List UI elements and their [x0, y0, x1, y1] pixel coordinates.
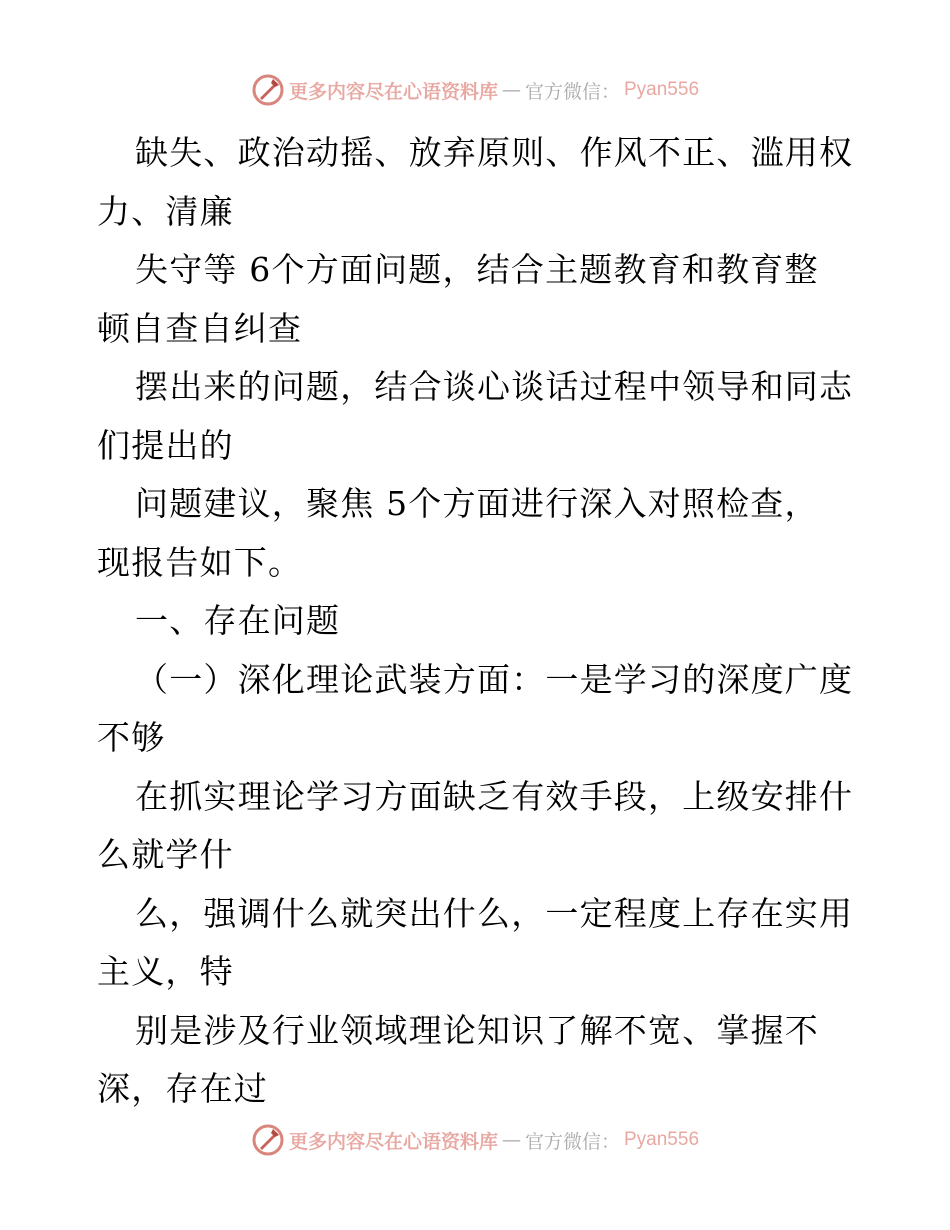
- text-line: 们提出的: [97, 425, 234, 465]
- quill-logo-icon: [251, 1123, 285, 1157]
- quill-logo-icon: [251, 73, 285, 107]
- watermark-main-text: 更多内容尽在心语资料库: [288, 1130, 498, 1153]
- text-line: 缺失、政治动摇、放弃原则、作风不正、滥用权: [135, 133, 854, 172]
- text-line: 么，强调什么就突出什么，一定程度上存在实用: [135, 893, 854, 933]
- text-line: 么就学什: [97, 835, 234, 874]
- watermark-separator: —: [501, 1129, 521, 1151]
- text-line: （一）深化理论武装方面：一是学习的深度广度: [135, 659, 854, 699]
- text-line: 深，存在过: [97, 1069, 268, 1108]
- text-line: 摆出来的问题，结合谈心谈话过程中领导和同志: [135, 367, 854, 406]
- text-line: 别是涉及行业领域理论知识了解不宽、掌握不: [135, 1010, 819, 1050]
- text-line: 力、清廉: [97, 191, 234, 231]
- watermark-handle: Pyan556: [624, 1129, 700, 1150]
- watermark-handle: Pyan556: [624, 79, 700, 100]
- text-line: 顿自查自纠查: [97, 308, 303, 348]
- text-line: 现报告如下。: [97, 542, 303, 582]
- watermark-main-text: 更多内容尽在心语资料库: [288, 80, 498, 103]
- text-line: 失守等 6个方面问题，结合主题教育和教育整: [135, 250, 819, 289]
- section-heading: 一、存在问题: [135, 601, 341, 640]
- document-body: [97, 124, 867, 1119]
- text-line: 不够: [97, 718, 166, 757]
- watermark-sub-text: 官方微信：: [524, 1130, 620, 1153]
- watermark-sub-text: 官方微信：: [524, 80, 620, 103]
- text-line: 问题建议，聚焦 5个方面进行深入对照检查，: [135, 484, 819, 523]
- watermark-separator: —: [501, 79, 521, 101]
- header-watermark: [0, 70, 950, 110]
- text-line: 在抓实理论学习方面缺乏有效手段，上级安排什: [135, 776, 854, 816]
- footer-watermark: [0, 1120, 950, 1160]
- text-line: 主义，特: [97, 952, 234, 991]
